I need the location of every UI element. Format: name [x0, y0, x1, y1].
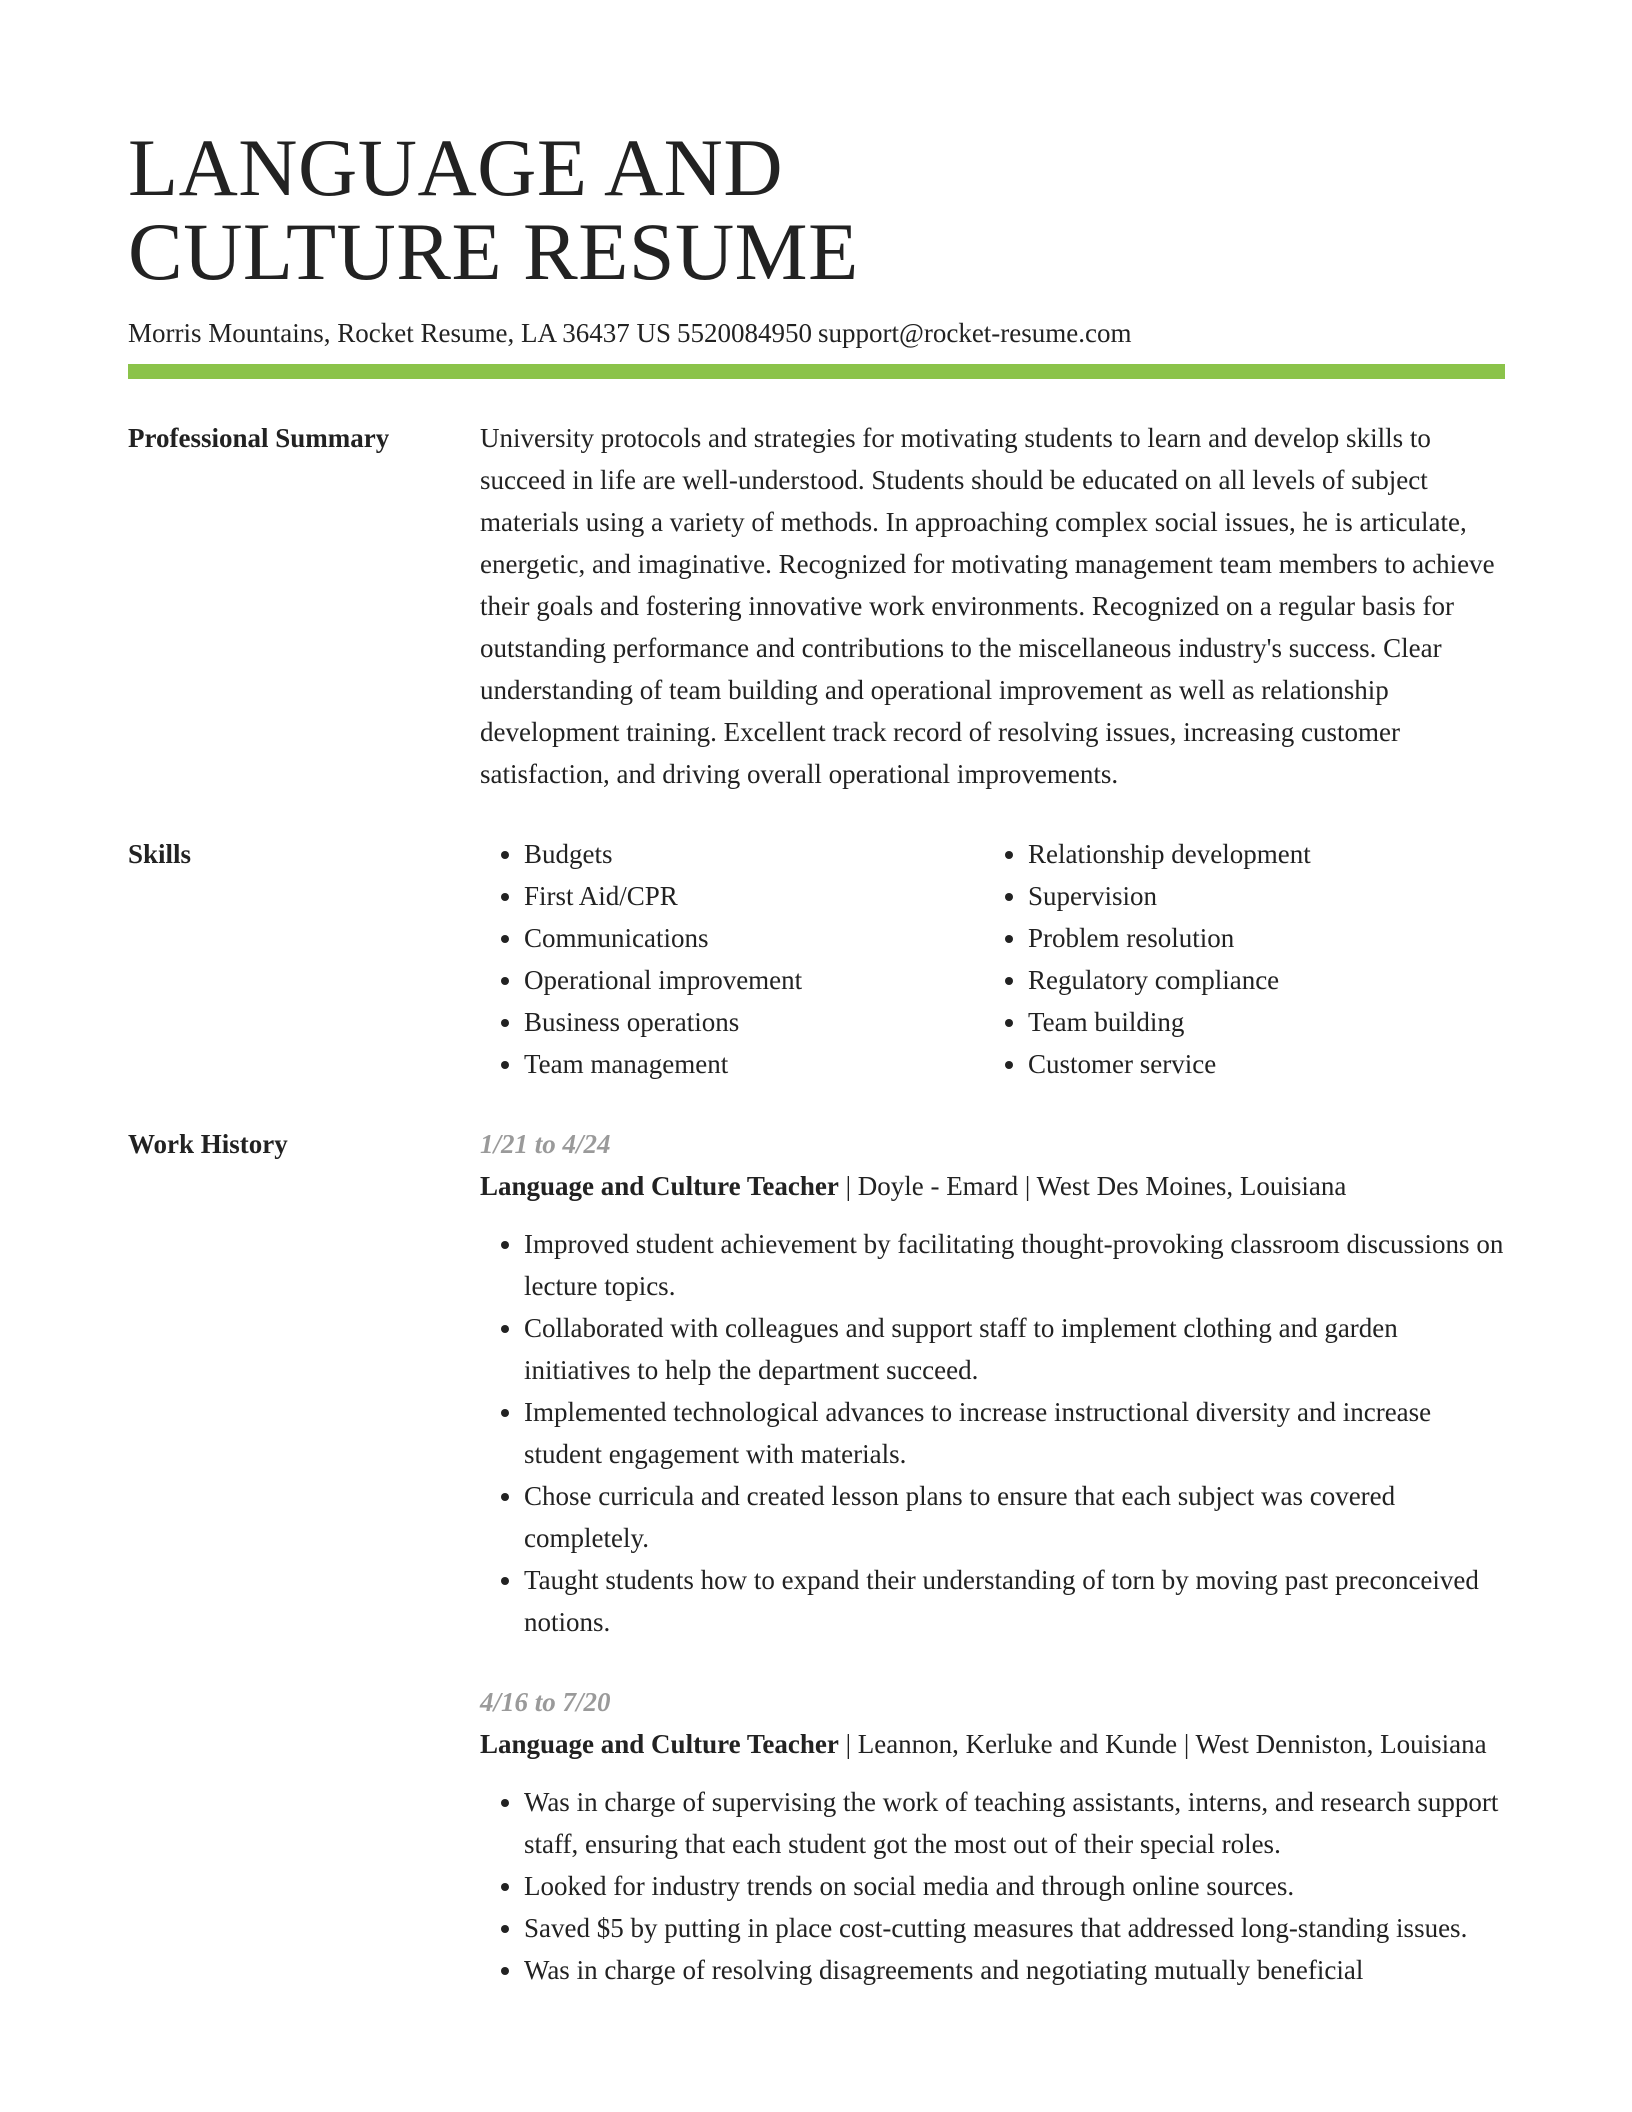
- skills-body: [480, 833, 1505, 1085]
- job-bullet: • Implemented technological advances to increase instructional diversity and increase student engagement with materials.: [524, 1391, 1505, 1475]
- skill-item: • Communications: [524, 917, 984, 959]
- skill-item: • Business operations: [524, 1001, 984, 1043]
- job-heading: [480, 1165, 1505, 1207]
- job-heading: [480, 1723, 1505, 1765]
- skill-item: • Customer service: [1028, 1043, 1468, 1085]
- job-bullet: • Taught students how to expand their understanding of torn by moving past preconceived notions.: [524, 1559, 1505, 1643]
- skill-item: • Team management: [524, 1043, 984, 1085]
- job-bullet: • Looked for industry trends on social media and through online sources.: [524, 1865, 1505, 1907]
- skills-label: Skills: [128, 839, 192, 869]
- work-history-section: [128, 1123, 1505, 2029]
- job-title: Language and Culture Teacher: [480, 1171, 839, 1201]
- summary-label: Professional Summary: [128, 423, 390, 453]
- skills-column-2: [984, 833, 1468, 1085]
- skill-item: • Problem resolution: [1028, 917, 1468, 959]
- accent-divider: [128, 364, 1505, 379]
- job-entry: [480, 1681, 1505, 1991]
- resume-page: [128, 122, 1505, 2029]
- contact-email: support@rocket-resume.com: [817, 318, 1132, 348]
- contact-phone: 5520084950: [676, 318, 812, 348]
- job-bullet: • Chose curricula and created lesson plans to ensure that each subject was covered completely.: [524, 1475, 1505, 1559]
- resume-title: [128, 122, 1505, 297]
- job-employer-location: | Doyle - Emard | West Des Moines, Louisiana: [838, 1171, 1347, 1201]
- summary-body: [480, 417, 1505, 795]
- contact-line: [128, 316, 1505, 350]
- skill-item: • Relationship development: [1028, 833, 1468, 875]
- job-bullet: • Saved $5 by putting in place cost-cutting measures that addressed long-standing issues.: [524, 1907, 1505, 1949]
- job-bullet: • Collaborated with colleagues and support staff to implement clothing and garden initiatives to help the department succeed.: [524, 1307, 1505, 1391]
- work-history-label: Work History: [128, 1129, 288, 1159]
- job-bullet: • Improved student achievement by facilitating thought-provoking classroom discussions on lecture topics.: [524, 1223, 1505, 1307]
- skill-item: • Regulatory compliance: [1028, 959, 1468, 1001]
- skill-item: • Supervision: [1028, 875, 1468, 917]
- skills-column-1: [480, 833, 984, 1085]
- job-bullets: [480, 1223, 1505, 1643]
- summary-text: University protocols and strategies for motivating students to learn and develop skills to succeed in life are well-understood. Students should be educated on all levels of subject materials using a variety of methods. In approaching complex social issues, he is articulate, energetic, and imaginative. Recognized for motivating management team members to achieve their goals and fostering innovative work environments. Recognized on a regular basis for outstanding performance and contributions to the miscellaneous industry's success. Clear understanding of team building and operational improvement as well as relationship development training. Excellent track record of resolving issues, increasing customer satisfaction, and driving overall operational improvements.: [480, 423, 1495, 789]
- job-dates: 1/21 to 4/24: [480, 1129, 611, 1159]
- title-line-2: CULTURE RESUME: [128, 206, 859, 297]
- skill-item: • Budgets: [524, 833, 984, 875]
- job-bullets: [480, 1781, 1505, 1991]
- job-title: Language and Culture Teacher: [480, 1729, 839, 1759]
- work-history-body: [480, 1123, 1505, 2029]
- job-entry: [480, 1123, 1505, 1643]
- skill-item: • First Aid/CPR: [524, 875, 984, 917]
- skills-section: [128, 833, 1505, 1085]
- job-dates: 4/16 to 7/20: [480, 1687, 611, 1717]
- job-bullet: • Was in charge of supervising the work of teaching assistants, interns, and research support staff, ensuring that each student got the most out of their special roles.: [524, 1781, 1505, 1865]
- skill-item: • Team building: [1028, 1001, 1468, 1043]
- contact-address: Morris Mountains, Rocket Resume, LA 36437 US: [128, 318, 671, 348]
- job-employer-location: | Leannon, Kerluke and Kunde | West Denniston, Louisiana: [838, 1729, 1487, 1759]
- skill-item: • Operational improvement: [524, 959, 984, 1001]
- title-line-1: LANGUAGE AND: [128, 122, 784, 213]
- job-bullet: • Was in charge of resolving disagreements and negotiating mutually beneficial: [524, 1949, 1505, 1991]
- summary-section: [128, 417, 1505, 795]
